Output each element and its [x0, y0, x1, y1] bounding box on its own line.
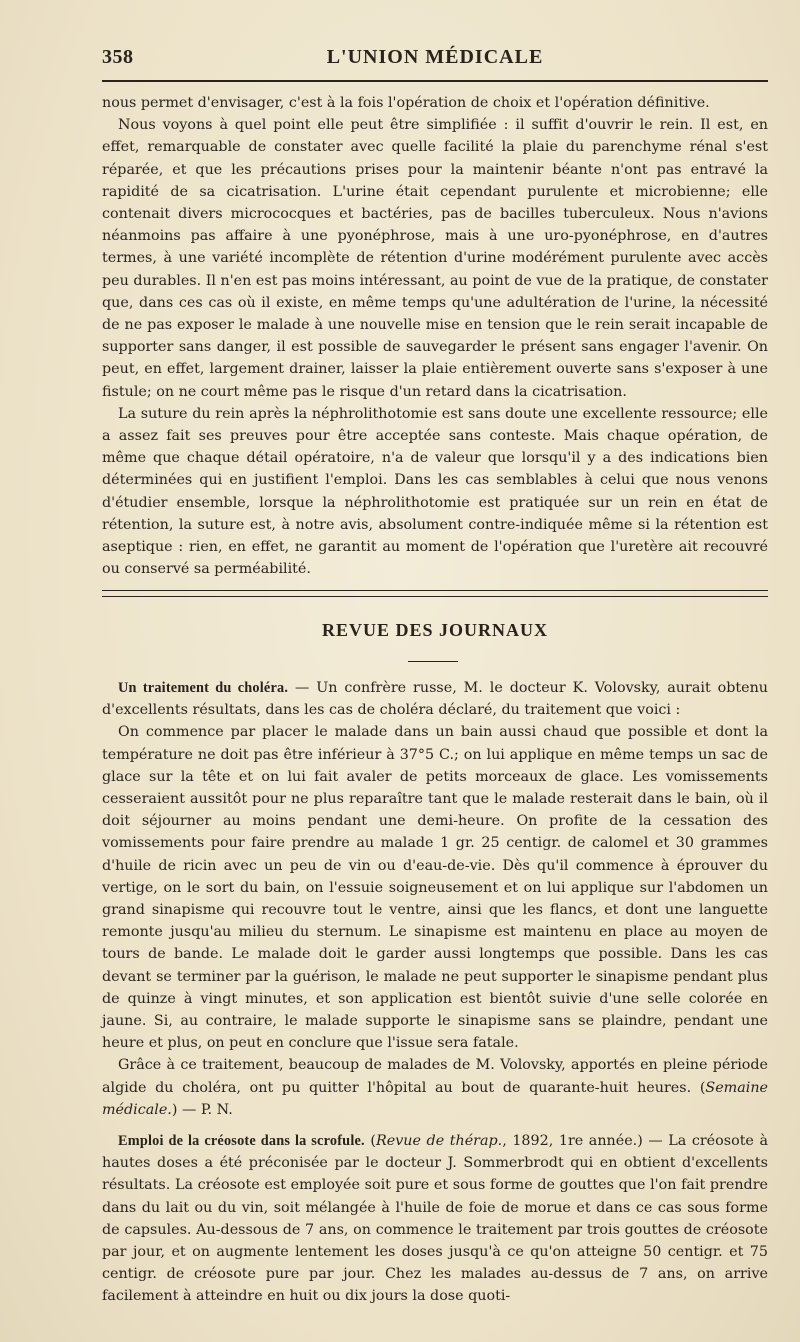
- journal-title: L'UNION MÉDICALE: [326, 46, 544, 68]
- source-open: (: [364, 1133, 376, 1149]
- page-number: 358: [102, 46, 134, 68]
- running-header: [102, 46, 768, 76]
- article-creosote: [102, 1130, 768, 1308]
- source-citation: Semaine médicale.: [102, 1079, 768, 1118]
- header-rule: [102, 80, 768, 82]
- paragraph: La suture du rein après la néphrolithotomie est sans doute une excellente ressource; elle a assez fait ses preuves pour être acceptée sans conteste. Mais chaque opération, de même que chaque détail opératoire, n'a de valeur que lorsqu'il y a des indications bien déterminées qui en justifient l'emploi. Dans les cas semblables à celui que nous venons d'étudier ensemble, lorsque la néphrolithotomie est pratiquée sur un rein en état de rétention, la suture est, à notre avis, absolument contre-indiquée même si la rétention est aseptique : rien, en effet, ne garantit au moment de l'opération que l'uretère ait recouvré ou conservé sa perméabilité.: [102, 405, 768, 578]
- article-continuation: [102, 92, 768, 580]
- author-signature: ) — P. N.: [171, 1101, 233, 1118]
- article-cholera: [102, 677, 768, 1121]
- article-heading: Un traitement du choléra.: [118, 680, 289, 696]
- paragraph-text: — Un confrère russe, M. le docteur K. Volovsky, aurait obtenu d'excellents résultats, dans les cas de choléra déclaré, du traitement que voici :: [102, 680, 768, 719]
- section-title-rule: [408, 661, 458, 662]
- paragraph-text: , 1892, 1re année.) — La créosote à hautes doses a été préconisée par le docteur J. Sommerbrodt qui en obtient d'excellents résultats. La créosote est employée soit pure et sous forme de gouttes que l'on fait prendre dans du lait ou du vin, soit mélangée à l'huile de foie de morue et dans ce cas sous forme de capsules. Au-dessous de 7 ans, on commence le traitement par trois gouttes de créosote par jour, et on augmente lentement les doses jusqu'à ce qu'on atteigne 50 centigr. et 75 centigr. de créosote pure par jour. Chez les malades au-dessus de 7 ans, on arrive facilement à atteindre en huit ou dix jours la dose quoti-: [102, 1133, 768, 1305]
- paragraph: [102, 677, 768, 721]
- paragraph: Nous voyons à quel point elle peut être simplifiée : il suffit d'ouvrir le rein. Il est, en effet, remarquable de constater avec quelle facilité la plaie du parenchyme rénal s'est réparée, et que les précautions prises pour la maintenir béante n'ont pas entravé la rapidité de sa cicatrisation. L'urine était cependant purulente et microbienne; elle contenait divers micrococques et bactéries, pas de bacilles tuberculeux. Nous n'avions néanmoins pas affaire à une pyonéphrose, mais à une uro-pyonéphrose, en d'autres termes, à une variété incomplète de rétention d'urine modérément purulente avec accès peu durables. Il n'en est pas moins intéressant, au point de vue de la pratique, de constater que, dans ces cas où il existe, en même temps qu'une adultération de l'urine, la nécessité de ne pas exposer le malade à une nouvelle mise en tension que le rein serait incapable de supporter sans danger, il est possible de sauvegarder le présent sans engager l'avenir. On peut, en effet, largement drainer, laisser la plaie entièrement ouverte sans s'exposer à une fistule; on ne court même pas le risque d'un retard dans la cicatrisation.: [102, 117, 768, 400]
- section-title: REVUE DES JOURNAUX: [321, 620, 549, 640]
- section-divider: [102, 590, 768, 597]
- paragraph: [102, 1054, 768, 1121]
- paragraph: nous permet d'envisager, c'est à la fois l'opération de choix et l'opération définitive.: [102, 95, 710, 111]
- article-heading: Emploi de la créosote dans la scrofule.: [118, 1133, 365, 1149]
- source-citation: Revue de thérap.: [376, 1133, 503, 1149]
- paragraph: [102, 1130, 768, 1308]
- paragraph: On commence par placer le malade dans un bain aussi chaud que possible et dont la température ne doit pas être inférieur à 37°5 C.; on lui applique en même temps un sac de glace sur la tête et on lui fait avaler de petits morceaux de glace. Les vomissements cesseraient aussitôt pour ne plus reparaître tant que le malade resterait dans le bain, où il doit séjourner au moins pendant une demi-heure. On profite de la cessation des vomissements pour faire prendre au malade 1 gr. 25 centigr. de calomel et 30 grammes d'huile de ricin avec un peu de vin ou d'eau-de-vie. Dès qu'il commence à éprouver du vertige, on le sort du bain, on l'essuie soigneusement et on lui applique sur l'abdomen un grand sinapisme qui recouvre tout le ventre, ainsi que les flancs, et dont une languette remonte jusqu'au milieu du sternum. Le sinapisme est maintenu en place au moyen de tours de bande. Le malade doit le garder aussi longtemps que possible. Dans les cas devant se terminer par la guérison, le malade ne peut supporter le sinapisme pendant plus de quinze à vingt minutes, et son application est bientôt suivie d'une selle colorée en jaune. Si, au contraire, le malade supporte le sinapisme sans se plaindre, pendant une heure et plus, on peut en conclure que l'issue sera fatale.: [102, 724, 768, 1052]
- paragraph-text: Grâce à ce traitement, beaucoup de malades de M. Volovsky, apportés en pleine période algide du choléra, ont pu quitter l'hôpital au bout de quarante-huit heures. (: [102, 1057, 768, 1096]
